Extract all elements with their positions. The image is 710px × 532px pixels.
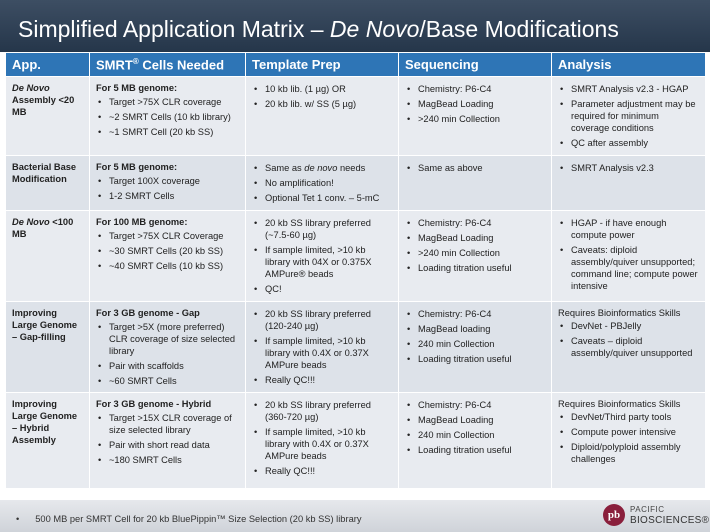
list-item: • 10 kb lib. (1 µg) OR	[252, 83, 392, 95]
sequencing-cell	[399, 393, 552, 489]
template-prep-cell	[246, 302, 399, 393]
analysis-note: Requires Bioinformatics Skills	[558, 399, 681, 409]
list-item: • Parameter adjustment may be required for minimum coverage conditions	[558, 98, 699, 134]
list-item: • Same as above	[405, 162, 545, 174]
title-bar	[0, 0, 710, 52]
bullet-list	[558, 217, 699, 292]
analysis-note: Requires Bioinformatics Skills	[558, 308, 681, 318]
bullet-list	[252, 83, 392, 110]
bullet-list	[405, 162, 545, 174]
list-item: • Really QC!!!	[252, 374, 392, 386]
bullet-list	[405, 83, 545, 125]
bullet-list	[96, 175, 239, 202]
list-item: • 20 kb lib. w/ SS (5 µg)	[252, 98, 392, 110]
list-item: • If sample limited, >10 kb library with 0.4X or 0.37X AMPure beads	[252, 426, 392, 462]
bullet-list	[96, 230, 239, 272]
list-item: • If sample limited, >10 kb library with 04X or 0.375X AMPure® beads	[252, 244, 392, 280]
list-item: • Loading titration useful	[405, 262, 545, 274]
analysis-cell	[552, 302, 706, 393]
list-item: • 1-2 SMRT Cells	[96, 190, 239, 202]
column-header-app: App.	[6, 53, 90, 77]
footer	[0, 500, 710, 532]
page-title: Simplified Application Matrix – De Novo/Base Modifications	[18, 16, 619, 42]
list-item: • >240 min Collection	[405, 247, 545, 259]
list-item: • If sample limited, >10 kb library with 0.4X or 0.37X AMPure beads	[252, 335, 392, 371]
column-header-analysis: Analysis	[552, 53, 706, 77]
app-cell: Improving Large Genome – Gap-filling	[6, 302, 90, 393]
list-item: • Really QC!!!	[252, 465, 392, 477]
list-item: • Loading titration useful	[405, 353, 545, 365]
table-row	[6, 77, 706, 156]
list-item: • Target 100X coverage	[96, 175, 239, 187]
column-header-template-prep: Template Prep	[246, 53, 399, 77]
column-header-sequencing: Sequencing	[399, 53, 552, 77]
bullet-list	[558, 162, 699, 174]
list-item: • Target >75X CLR coverage	[96, 96, 239, 108]
footnote: • 500 MB per SMRT Cell for 20 kb BluePippin™ Size Selection (20 kb SS) library	[16, 514, 362, 524]
list-item: • Chemistry: P6-C4	[405, 308, 545, 320]
list-item: • ~2 SMRT Cells (10 kb library)	[96, 111, 239, 123]
list-item: • Chemistry: P6-C4	[405, 399, 545, 411]
list-item: • No amplification!	[252, 177, 392, 189]
list-item: • 240 min Collection	[405, 338, 545, 350]
cells-subheading: For 3 GB genome - Hybrid	[96, 399, 212, 409]
application-matrix-table	[5, 52, 706, 489]
app-cell: Bacterial Base Modification	[6, 156, 90, 211]
list-item: • 20 kb SS library preferred (120-240 µg)	[252, 308, 392, 332]
template-prep-cell	[246, 393, 399, 489]
column-header-smrt-cells: SMRT® Cells Needed	[90, 53, 246, 77]
logo-text-biosciences: BIOSCIENCES®	[630, 515, 710, 526]
sequencing-cell	[399, 211, 552, 302]
list-item: • Target >75X CLR Coverage	[96, 230, 239, 242]
list-item: • ~1 SMRT Cell (20 kb SS)	[96, 126, 239, 138]
bullet-list	[558, 83, 699, 149]
list-item: • Loading titration useful	[405, 444, 545, 456]
list-item: • SMRT Analysis v2.3 - HGAP	[558, 83, 699, 95]
list-item: • ~30 SMRT Cells (20 kb SS)	[96, 245, 239, 257]
list-item: • Diploid/polyploid assembly challenges	[558, 441, 699, 465]
bullet-list	[558, 411, 699, 465]
analysis-cell	[552, 156, 706, 211]
bullet-list	[96, 412, 239, 466]
analysis-cell	[552, 393, 706, 489]
smrt-cells-cell	[90, 77, 246, 156]
list-item: • MagBead Loading	[405, 232, 545, 244]
analysis-cell	[552, 77, 706, 156]
app-cell: De Novo Assembly <20 MB	[6, 77, 90, 156]
list-item: • QC after assembly	[558, 137, 699, 149]
list-item: • Caveats: diploid assembly/quiver unsupported; command line; compute power intensive	[558, 244, 699, 292]
list-item: • Optional Tet 1 conv. – 5-mC	[252, 192, 392, 204]
smrt-cells-cell	[90, 156, 246, 211]
bullet-list	[252, 308, 392, 386]
list-item: • Chemistry: P6-C4	[405, 217, 545, 229]
table-row	[6, 393, 706, 489]
smrt-cells-cell	[90, 302, 246, 393]
list-item: • 20 kb SS library preferred (360-720 µg)	[252, 399, 392, 423]
list-item: • Target >5X (more preferred) CLR coverage of size selected library	[96, 321, 239, 357]
list-item: • SMRT Analysis v2.3	[558, 162, 699, 174]
table-row	[6, 156, 706, 211]
app-cell: De Novo <100 MB	[6, 211, 90, 302]
cells-subheading: For 5 MB genome:	[96, 83, 178, 93]
cells-subheading: For 3 GB genome - Gap	[96, 308, 200, 318]
bullet-list	[405, 217, 545, 274]
sequencing-cell	[399, 77, 552, 156]
list-item: • Same as de novo needs	[252, 162, 392, 174]
table-header-row	[6, 53, 706, 77]
list-item: • DevNet/Third party tools	[558, 411, 699, 423]
smrt-cells-cell	[90, 393, 246, 489]
bullet-list	[405, 308, 545, 365]
template-prep-cell	[246, 156, 399, 211]
list-item: • ~60 SMRT Cells	[96, 375, 239, 387]
list-item: • Pair with short read data	[96, 439, 239, 451]
cells-subheading: For 5 MB genome:	[96, 162, 178, 172]
list-item: • MagBead loading	[405, 323, 545, 335]
list-item: • DevNet - PBJelly	[558, 320, 699, 332]
cells-subheading: For 100 MB genome:	[96, 217, 188, 227]
pb-logo-icon: pb	[603, 504, 625, 526]
bullet-list	[252, 217, 392, 295]
sequencing-cell	[399, 156, 552, 211]
list-item: • MagBead Loading	[405, 98, 545, 110]
list-item: • HGAP - if have enough compute power	[558, 217, 699, 241]
bullet-list	[405, 399, 545, 456]
list-item: • ~180 SMRT Cells	[96, 454, 239, 466]
list-item: • >240 min Collection	[405, 113, 545, 125]
bullet-list	[252, 162, 392, 204]
list-item: • ~40 SMRT Cells (10 kb SS)	[96, 260, 239, 272]
list-item: • MagBead Loading	[405, 414, 545, 426]
list-item: • Chemistry: P6-C4	[405, 83, 545, 95]
bullet-list	[96, 96, 239, 138]
template-prep-cell	[246, 211, 399, 302]
app-cell: Improving Large Genome – Hybrid Assembly	[6, 393, 90, 489]
list-item: • 240 min Collection	[405, 429, 545, 441]
list-item: • Target >15X CLR coverage of size selected library	[96, 412, 239, 436]
smrt-cells-cell	[90, 211, 246, 302]
bullet-list	[96, 321, 239, 387]
list-item: • QC!	[252, 283, 392, 295]
list-item: • Pair with scaffolds	[96, 360, 239, 372]
analysis-cell	[552, 211, 706, 302]
list-item: • Caveats – diploid assembly/quiver unsupported	[558, 335, 699, 359]
table-row	[6, 211, 706, 302]
logo-text-pacific: PACIFIC	[630, 505, 665, 514]
list-item: • 20 kb SS library preferred (~7.5-60 µg)	[252, 217, 392, 241]
template-prep-cell	[246, 77, 399, 156]
bullet-list	[558, 320, 699, 359]
table-row	[6, 302, 706, 393]
bullet-list	[252, 399, 392, 477]
list-item: • Compute power intensive	[558, 426, 699, 438]
sequencing-cell	[399, 302, 552, 393]
pacific-biosciences-logo	[603, 502, 710, 530]
